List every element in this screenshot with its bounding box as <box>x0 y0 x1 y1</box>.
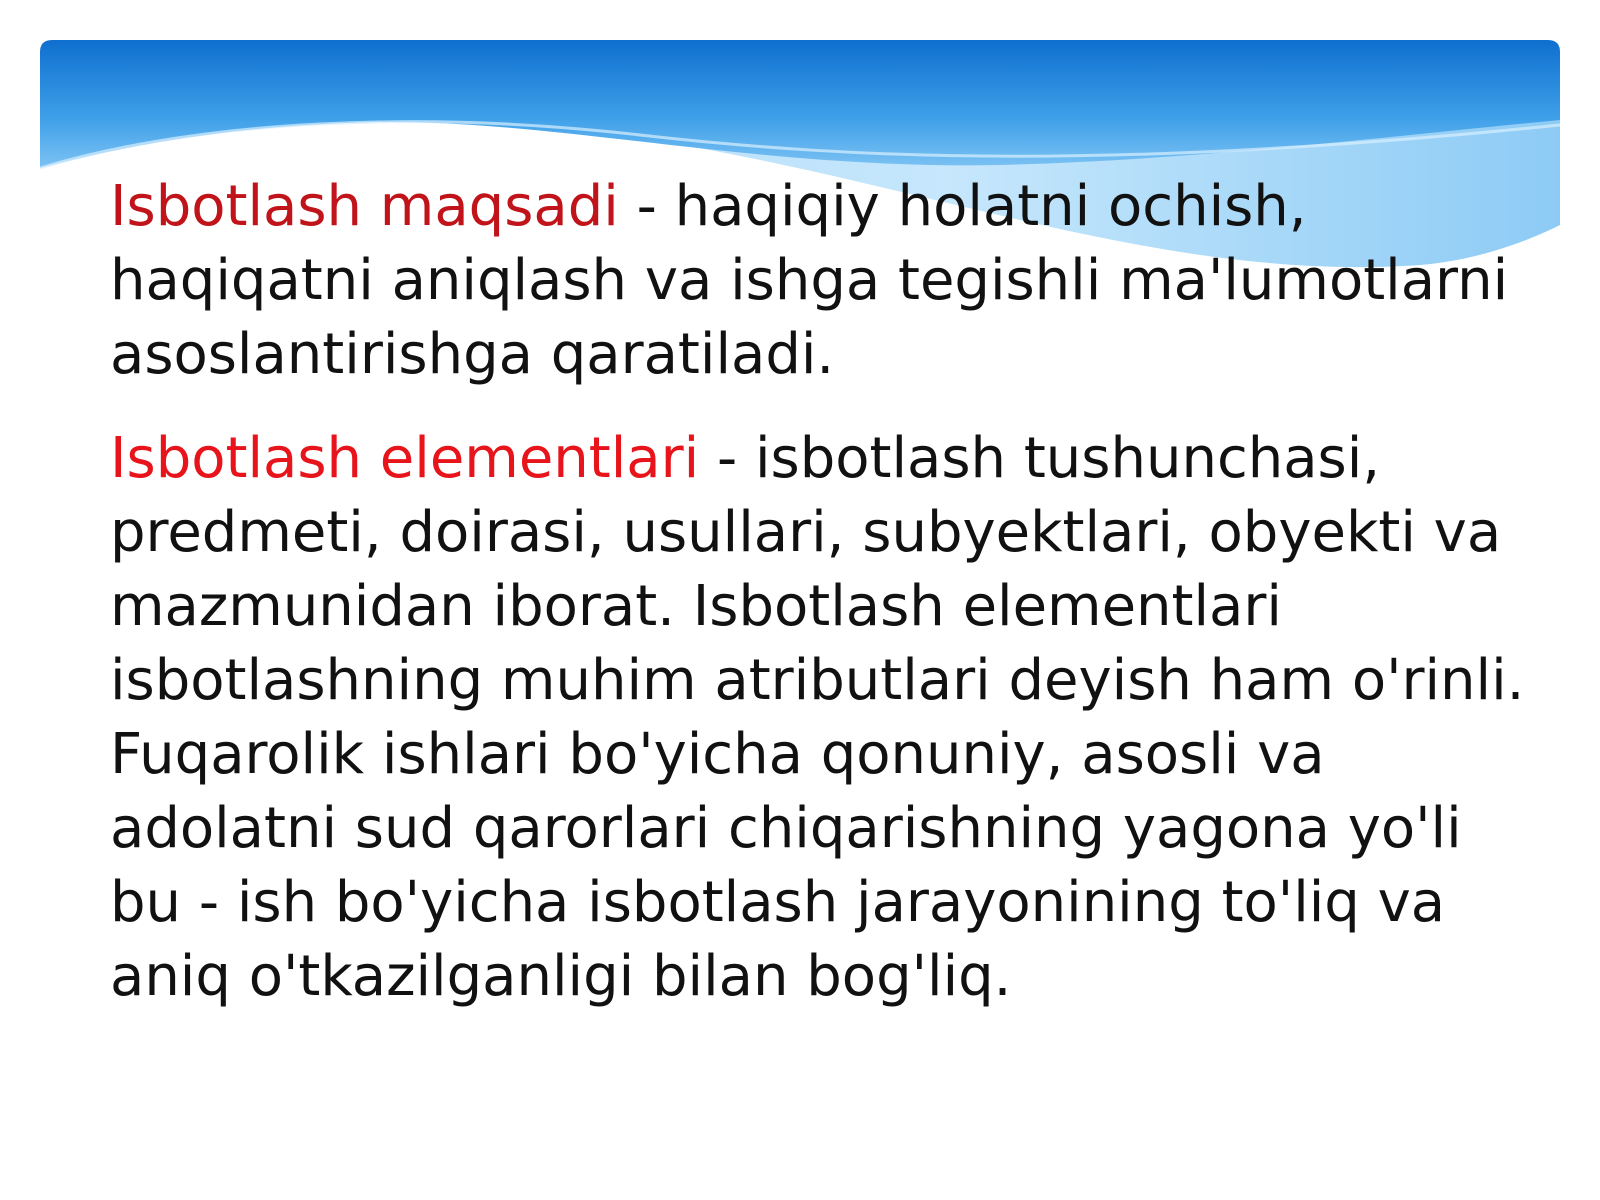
term-elements: Isbotlash elementlari <box>110 426 700 491</box>
slide-body <box>110 170 1550 1044</box>
definition-elements: - isbotlash tushunchasi, predmeti, doirasi, usullari, subyektlari, obyekti va mazmunidan iborat. Isbotlash elementlari isbotlashning muhim atributlari deyish ham o'rinli. Fuqarolik ishlari bo'yicha qonuniy, asosli va adolatni sud qarorlari chiqarishning yagona yo'li bu - ish bo'yicha isbotlash jarayonining to'liq va aniq o'tkazilganligi bilan bog'liq. <box>110 426 1525 1009</box>
definition-purpose: - haqiqiy holatni ochish, haqiqatni aniqlash va ishga tegishli ma'lumotlarni asoslantirishga qaratiladi. <box>110 174 1509 387</box>
term-purpose: Isbotlash maqsadi <box>110 174 619 239</box>
paragraph-purpose <box>110 170 1550 392</box>
paragraph-elements <box>110 422 1550 1014</box>
